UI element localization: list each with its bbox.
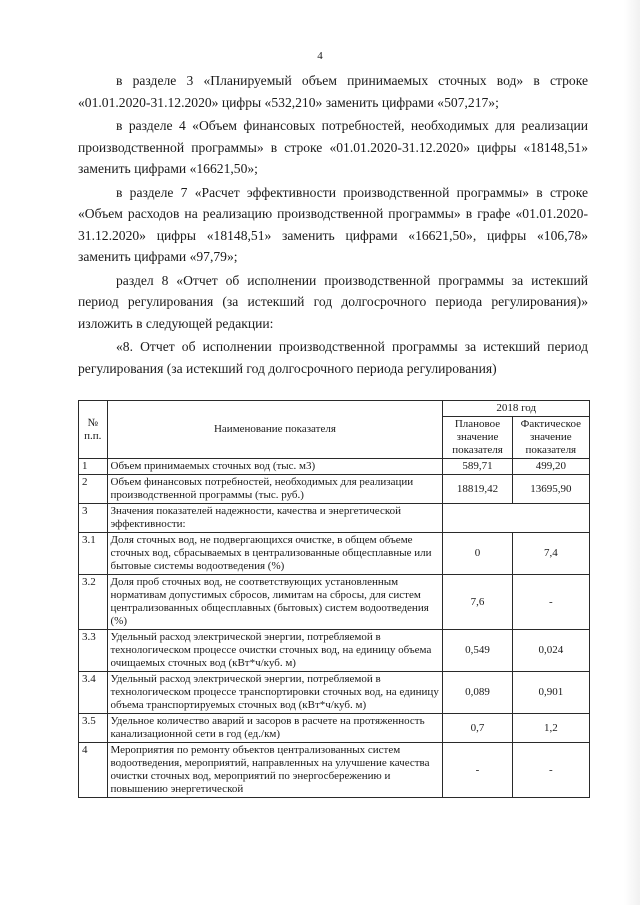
paragraph-report-title: «8. Отчет об исполнении производственной программы за истекший период регулирования (за истекший год долгосрочного периода регулирования) bbox=[78, 339, 588, 376]
table-row bbox=[79, 743, 590, 798]
row-fact-value: 0,901 bbox=[512, 672, 589, 714]
row-number: 3.3 bbox=[79, 630, 108, 672]
row-name: Удельный расход электрической энергии, потребляемой в технологическом процессе очистки сточных вод, на единицу объема очищаемых сточных вод (кВт*ч/куб. м) bbox=[107, 630, 443, 672]
header-number: № п.п. bbox=[79, 401, 108, 459]
row-fact-value: 499,20 bbox=[512, 459, 589, 475]
row-name: Удельный расход электрической энергии, потребляемой в технологическом процессе транспортировки сточных вод, на единицу объема транспортируемых сточных вод (кВт*ч/куб. м) bbox=[107, 672, 443, 714]
header-actual: Фактическое значение показателя bbox=[512, 417, 589, 459]
paragraph-section-3: в разделе 3 «Планируемый объем принимаемых сточных вод» в строке «01.01.2020-31.12.2020» цифры «532,210» заменить цифрами «507,217»; bbox=[78, 73, 588, 110]
row-number: 1 bbox=[79, 459, 108, 475]
table-row bbox=[79, 672, 590, 714]
header-name: Наименование показателя bbox=[107, 401, 443, 459]
paragraph-section-4: в разделе 4 «Объем финансовых потребностей, необходимых для реализации производственной программы» в строке «01.01.2020-31.12.2020» цифры «18148,51» заменить цифрами «16621,50»; bbox=[78, 118, 588, 176]
row-fact-value: - bbox=[512, 743, 589, 798]
scan-edge-shadow bbox=[624, 0, 640, 905]
row-fact-value: 1,2 bbox=[512, 714, 589, 743]
row-name: Объем финансовых потребностей, необходимых для реализации производственной программы (тыс. руб.) bbox=[107, 475, 443, 504]
row-fact-value: - bbox=[512, 575, 589, 630]
row-name: Доля проб сточных вод, не соответствующих установленным нормативам допустимых сбросов, лимитам на сбросы, для систем централизованных общесплавных (бытовых) систем водоотведения (%) bbox=[107, 575, 443, 630]
table-row bbox=[79, 714, 590, 743]
page-number: 4 bbox=[317, 50, 323, 62]
row-name: Доля сточных вод, не подвергающихся очистке, в общем объеме сточных вод, сбрасываемых в централизованные общесплавные или бытовые системы водоотведения (%) bbox=[107, 533, 443, 575]
header-year: 2018 год bbox=[443, 401, 590, 417]
row-number: 3 bbox=[79, 504, 108, 533]
document-body bbox=[78, 70, 588, 379]
row-plan-value: 0 bbox=[443, 533, 512, 575]
paragraph-section-7: в разделе 7 «Расчет эффективности производственной программы» в строке «Объем расходов на реализацию производственной программы» в графе «01.01.2020-31.12.2020» цифры «18148,51» заменить цифрами «16621,50», цифры «106,78» заменить цифрами «97,79»; bbox=[78, 184, 588, 264]
table-row bbox=[79, 630, 590, 672]
row-name: Объем принимаемых сточных вод (тыс. м3) bbox=[107, 459, 443, 475]
row-plan-value: 18819,42 bbox=[443, 475, 512, 504]
paragraph-section-8: раздел 8 «Отчет об исполнении производственной программы за истекший период регулирования (за истекший год долгосрочного периода регулирования)» изложить в следующей редакции: bbox=[78, 272, 588, 331]
row-name: Мероприятия по ремонту объектов централизованных систем водоотведения, мероприятий, направленных на улучшение качества очистки сточных вод, мероприятий по энергосбережению и повышению энергетической bbox=[107, 743, 443, 798]
row-number: 3.5 bbox=[79, 714, 108, 743]
row-number: 4 bbox=[79, 743, 108, 798]
report-table bbox=[78, 400, 590, 798]
row-fact-value: 13695,90 bbox=[512, 475, 589, 504]
row-plan-value: - bbox=[443, 743, 512, 798]
row-number: 3.1 bbox=[79, 533, 108, 575]
table-row bbox=[79, 575, 590, 630]
table-row bbox=[79, 475, 590, 504]
row-name: Удельное количество аварий и засоров в расчете на протяженность канализационной сети в год (ед./км) bbox=[107, 714, 443, 743]
row-plan-value: 589,71 bbox=[443, 459, 512, 475]
row-number: 3.2 bbox=[79, 575, 108, 630]
row-plan-value: 0,549 bbox=[443, 630, 512, 672]
row-name: Значения показателей надежности, качества и энергетической эффективности: bbox=[107, 504, 443, 533]
row-empty-values bbox=[443, 504, 590, 533]
row-plan-value: 0,089 bbox=[443, 672, 512, 714]
header-planned: Плановое значение показателя bbox=[443, 417, 512, 459]
table-header-row bbox=[79, 401, 590, 417]
row-number: 3.4 bbox=[79, 672, 108, 714]
row-number: 2 bbox=[79, 475, 108, 504]
row-plan-value: 0,7 bbox=[443, 714, 512, 743]
table-row bbox=[79, 504, 590, 533]
table-row bbox=[79, 533, 590, 575]
row-plan-value: 7,6 bbox=[443, 575, 512, 630]
row-fact-value: 7,4 bbox=[512, 533, 589, 575]
row-fact-value: 0,024 bbox=[512, 630, 589, 672]
table-row bbox=[79, 459, 590, 475]
